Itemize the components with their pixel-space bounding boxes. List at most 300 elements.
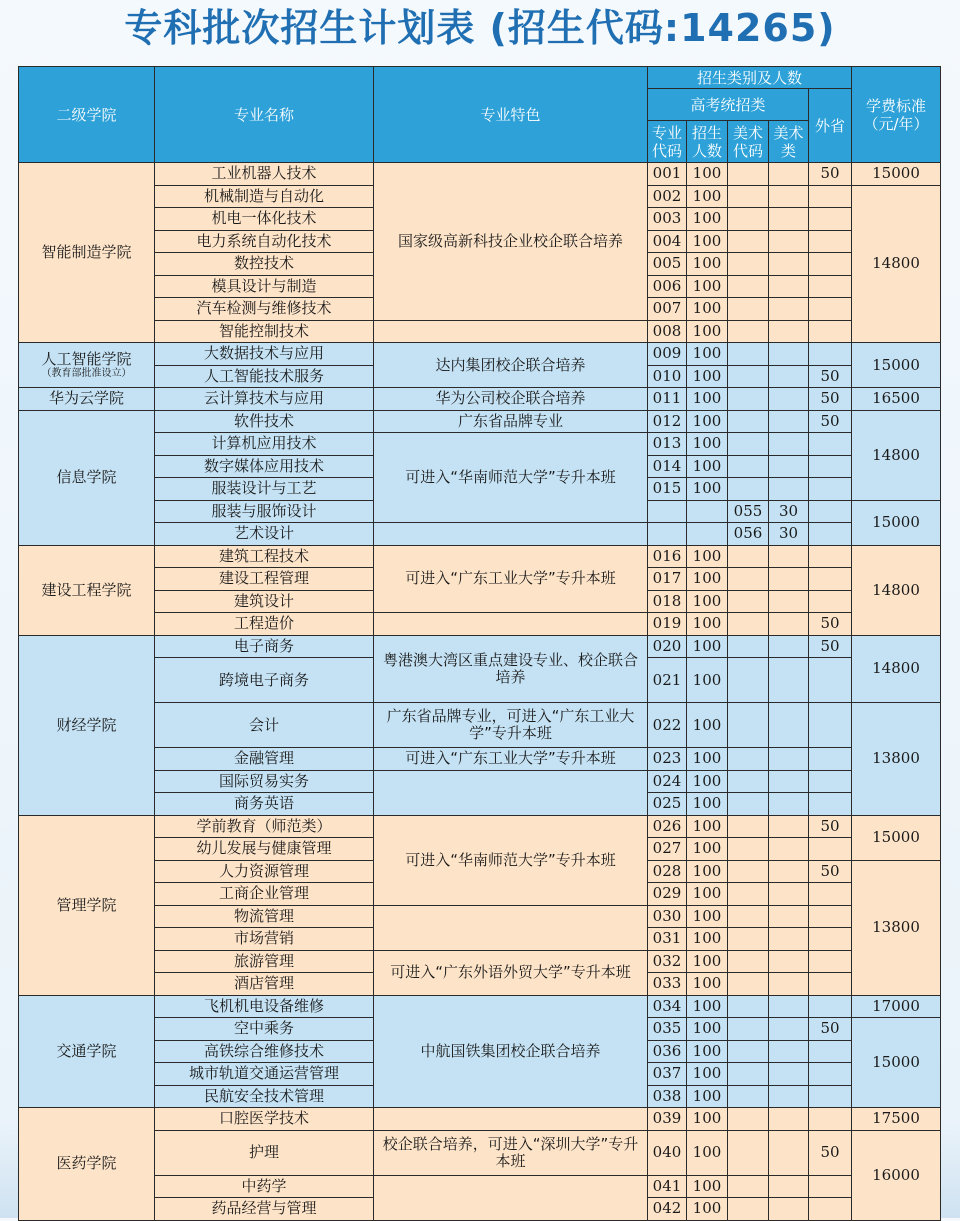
enroll-count: 100 [687,275,728,298]
header-feature: 专业特色 [374,67,648,163]
art-code [728,770,769,793]
art-code [728,860,769,883]
major-feature: 广东省品牌专业，可进入“广东工业大学”专升本班 [374,703,648,748]
college-name: 建设工程学院 [41,580,132,599]
major-name: 工业机器人技术 [155,163,374,186]
art-count [769,343,809,366]
major-feature [374,320,648,343]
art-code [728,635,769,658]
out-province-count: 50 [809,410,852,433]
enroll-count: 100 [687,883,728,906]
enroll-count [687,500,728,523]
major-code: 002 [648,185,687,208]
major-code: 025 [648,793,687,816]
art-count [769,1085,809,1108]
page-title: 专科批次招生计划表 (招生代码:14265) [124,6,836,50]
art-code [728,545,769,568]
major-name: 药品经营与管理 [155,1198,374,1221]
major-feature: 可进入“广东工业大学”专升本班 [374,748,648,771]
art-count [769,455,809,478]
major-code: 041 [648,1175,687,1198]
header-art: 美术类 [769,121,809,163]
tuition-value: 14800 [852,635,941,703]
enroll-count: 100 [687,185,728,208]
major-feature: 可进入“广东外语外贸大学”专升本班 [374,950,648,995]
major-code: 018 [648,590,687,613]
enroll-count: 100 [687,1130,728,1175]
art-code [728,455,769,478]
major-name: 金融管理 [155,748,374,771]
art-count [769,275,809,298]
art-code [728,905,769,928]
art-code [728,1175,769,1198]
art-code [728,1018,769,1041]
art-count [769,230,809,253]
enroll-count: 100 [687,973,728,996]
art-code [728,185,769,208]
major-name: 电力系统自动化技术 [155,230,374,253]
art-code [728,883,769,906]
table-row [19,905,941,928]
major-code: 033 [648,973,687,996]
art-count [769,365,809,388]
enroll-count: 100 [687,1175,728,1198]
major-name: 服装设计与工艺 [155,478,374,501]
out-province-count [809,455,852,478]
out-province-count [809,185,852,208]
enroll-count: 100 [687,433,728,456]
out-province-count [809,208,852,231]
art-code [728,208,769,231]
table-row [19,1175,941,1198]
art-count: 30 [769,523,809,546]
college-name: 人工智能学院 [41,349,132,368]
art-count [769,410,809,433]
enroll-count: 100 [687,253,728,276]
tuition-value: 13800 [852,703,941,816]
art-count [769,770,809,793]
major-feature: 达内集团校企联合培养 [374,343,648,388]
enroll-count: 100 [687,320,728,343]
art-code [728,838,769,861]
major-code: 015 [648,478,687,501]
major-code: 003 [648,208,687,231]
art-count [769,1130,809,1175]
out-province-count [809,928,852,951]
major-code: 013 [648,433,687,456]
out-province-count [809,905,852,928]
college-cell [19,410,155,545]
major-name: 中药学 [155,1175,374,1198]
enroll-count: 100 [687,590,728,613]
tuition-value: 16000 [852,1130,941,1220]
major-name: 服装与服饰设计 [155,500,374,523]
major-name: 民航安全技术管理 [155,1085,374,1108]
art-code [728,793,769,816]
major-name: 人力资源管理 [155,860,374,883]
college-name: 管理学院 [56,895,117,914]
major-code: 034 [648,995,687,1018]
out-province-count [809,703,852,748]
header-art-code: 美术代码 [728,121,769,163]
major-code: 008 [648,320,687,343]
art-code: 056 [728,523,769,546]
art-count [769,568,809,591]
out-province-count: 50 [809,815,852,838]
out-province-count [809,545,852,568]
major-name: 空中乘务 [155,1018,374,1041]
college-cell [19,388,155,411]
art-count [769,185,809,208]
out-province-count [809,973,852,996]
major-code: 037 [648,1063,687,1086]
art-code [728,388,769,411]
major-code: 005 [648,253,687,276]
tuition-value: 13800 [852,860,941,995]
enroll-count: 100 [687,410,728,433]
enroll-count: 100 [687,545,728,568]
major-code: 019 [648,613,687,636]
major-name: 模具设计与制造 [155,275,374,298]
out-province-count: 50 [809,1018,852,1041]
major-code: 026 [648,815,687,838]
art-code [728,1198,769,1221]
major-name: 建筑设计 [155,590,374,613]
major-code: 032 [648,950,687,973]
major-code: 020 [648,635,687,658]
major-name: 工程造价 [155,613,374,636]
college-cell [19,343,155,388]
art-count [769,1108,809,1131]
enroll-count: 100 [687,635,728,658]
table-row [19,343,941,366]
art-code [728,410,769,433]
major-code: 039 [648,1108,687,1131]
table-row [19,388,941,411]
out-province-count: 50 [809,388,852,411]
major-code: 001 [648,163,687,186]
out-province-count [809,230,852,253]
enroll-count: 100 [687,478,728,501]
major-code: 031 [648,928,687,951]
art-code [728,230,769,253]
header-out-province: 外省 [809,89,852,163]
out-province-count [809,1063,852,1086]
table-row [19,703,941,748]
art-code [728,343,769,366]
header-category-group: 招生类别及人数 [648,67,852,89]
art-count [769,815,809,838]
table-row [19,523,941,546]
table-row [19,995,941,1018]
table-row [19,320,941,343]
out-province-count [809,1085,852,1108]
major-name: 国际贸易实务 [155,770,374,793]
enroll-count: 100 [687,163,728,186]
major-code: 038 [648,1085,687,1108]
art-code [728,320,769,343]
major-name: 酒店管理 [155,973,374,996]
major-name: 数控技术 [155,253,374,276]
enroll-count: 100 [687,838,728,861]
college-name: 华为云学院 [48,389,124,408]
major-code: 024 [648,770,687,793]
enroll-count: 100 [687,995,728,1018]
out-province-count [809,478,852,501]
major-name: 建设工程管理 [155,568,374,591]
out-province-count [809,995,852,1018]
major-name: 学前教育（师范类） [155,815,374,838]
major-name: 计算机应用技术 [155,433,374,456]
major-code: 023 [648,748,687,771]
art-count [769,208,809,231]
major-code [648,500,687,523]
art-code [728,590,769,613]
header-college: 二级学院 [19,67,155,163]
art-code [728,478,769,501]
enroll-count: 100 [687,613,728,636]
art-count [769,433,809,456]
college-name: 交通学院 [56,1041,117,1060]
enroll-count: 100 [687,208,728,231]
out-province-count [809,500,852,523]
out-province-count [809,883,852,906]
art-count [769,1198,809,1221]
art-code [728,658,769,703]
major-feature: 中航国铁集团校企联合培养 [374,995,648,1108]
art-count [769,838,809,861]
enroll-count: 100 [687,298,728,321]
art-count [769,635,809,658]
art-count [769,658,809,703]
college-cell [19,995,155,1108]
out-province-count [809,433,852,456]
enroll-count: 100 [687,1018,728,1041]
major-name: 城市轨道交通运营管理 [155,1063,374,1086]
art-code [728,568,769,591]
art-count [769,1040,809,1063]
major-name: 市场营销 [155,928,374,951]
out-province-count [809,568,852,591]
out-province-count [809,950,852,973]
enroll-count: 100 [687,658,728,703]
major-feature: 国家级高新科技企业校企联合培养 [374,163,648,321]
college-name: 医药学院 [56,1154,117,1173]
major-name: 物流管理 [155,905,374,928]
art-code [728,1108,769,1131]
major-feature: 校企联合培养，可进入“深圳大学”专升本班 [374,1130,648,1175]
enroll-count: 100 [687,343,728,366]
art-count [769,163,809,186]
out-province-count: 50 [809,163,852,186]
major-code: 006 [648,275,687,298]
major-code: 004 [648,230,687,253]
art-count [769,950,809,973]
enroll-count: 100 [687,365,728,388]
art-code [728,1040,769,1063]
art-count [769,995,809,1018]
major-code: 036 [648,1040,687,1063]
art-count [769,1018,809,1041]
art-count [769,590,809,613]
enroll-count: 100 [687,928,728,951]
major-code: 009 [648,343,687,366]
major-code: 022 [648,703,687,748]
college-name: 信息学院 [56,468,117,486]
major-feature: 可进入“华南师范大学”专升本班 [374,815,648,905]
out-province-count [809,658,852,703]
major-code: 029 [648,883,687,906]
major-name: 会计 [155,703,374,748]
major-code [648,523,687,546]
major-code: 030 [648,905,687,928]
major-feature [374,613,648,636]
major-code: 014 [648,455,687,478]
major-code: 017 [648,568,687,591]
art-code [728,815,769,838]
major-code: 028 [648,860,687,883]
art-count: 30 [769,500,809,523]
art-code [728,1085,769,1108]
major-feature [374,905,648,950]
enroll-count: 100 [687,1063,728,1086]
art-code [728,703,769,748]
art-count [769,298,809,321]
major-name: 护理 [155,1130,374,1175]
table-row [19,1130,941,1175]
enroll-count: 100 [687,815,728,838]
out-province-count [809,748,852,771]
college-cell [19,545,155,635]
header-enroll-count: 招生人数 [687,121,728,163]
college-name: 智能制造学院 [41,243,132,261]
major-name: 幼儿发展与健康管理 [155,838,374,861]
major-feature [374,1175,648,1220]
major-name: 口腔医学技术 [155,1108,374,1131]
out-province-count [809,253,852,276]
table-row [19,613,941,636]
header-major-code: 专业代码 [648,121,687,163]
tuition-value: 15000 [852,163,941,186]
major-name: 大数据技术与应用 [155,343,374,366]
out-province-count [809,523,852,546]
major-name: 机械制造与自动化 [155,185,374,208]
enroll-count: 100 [687,230,728,253]
out-province-count [809,320,852,343]
major-code: 012 [648,410,687,433]
out-province-count [809,590,852,613]
enroll-count: 100 [687,748,728,771]
tuition-value: 15000 [852,815,941,860]
table-row [19,950,941,973]
major-name: 商务英语 [155,793,374,816]
major-name: 高铁综合维修技术 [155,1040,374,1063]
enroll-count [687,523,728,546]
major-code: 007 [648,298,687,321]
art-code [728,298,769,321]
major-code: 035 [648,1018,687,1041]
header-tuition: 学费标准（元/年） [852,67,941,163]
major-name: 工商企业管理 [155,883,374,906]
art-code [728,253,769,276]
enroll-count: 100 [687,568,728,591]
major-code: 042 [648,1198,687,1221]
art-count [769,703,809,748]
tuition-value: 14800 [852,545,941,635]
out-province-count: 50 [809,365,852,388]
art-count [769,253,809,276]
out-province-count: 50 [809,613,852,636]
major-name: 数字媒体应用技术 [155,455,374,478]
major-name: 汽车检测与维修技术 [155,298,374,321]
art-count [769,545,809,568]
major-code: 011 [648,388,687,411]
table-row [19,815,941,838]
enroll-count: 100 [687,1198,728,1221]
art-code [728,1063,769,1086]
enroll-count: 100 [687,455,728,478]
art-count [769,793,809,816]
major-feature: 可进入“广东工业大学”专升本班 [374,545,648,613]
art-code [728,950,769,973]
art-count [769,860,809,883]
art-count [769,905,809,928]
major-feature [374,770,648,815]
major-code: 040 [648,1130,687,1175]
tuition-value: 16500 [852,388,941,411]
tuition-value: 15000 [852,1018,941,1108]
header-major: 专业名称 [155,67,374,163]
out-province-count [809,1040,852,1063]
major-name: 旅游管理 [155,950,374,973]
enroll-count: 100 [687,1040,728,1063]
table-row [19,410,941,433]
art-code [728,433,769,456]
table-row [19,770,941,793]
major-name: 电子商务 [155,635,374,658]
major-feature: 华为公司校企联合培养 [374,388,648,411]
art-code [728,748,769,771]
major-name: 艺术设计 [155,523,374,546]
enroll-count: 100 [687,793,728,816]
enroll-count: 100 [687,905,728,928]
out-province-count [809,343,852,366]
major-name: 云计算技术与应用 [155,388,374,411]
major-name: 飞机机电设备维修 [155,995,374,1018]
college-cell [19,1108,155,1221]
enroll-count: 100 [687,388,728,411]
enroll-count: 100 [687,1108,728,1131]
art-count [769,748,809,771]
art-code [728,995,769,1018]
major-code: 016 [648,545,687,568]
table-row [19,163,941,186]
art-code [728,275,769,298]
art-code [728,613,769,636]
major-name: 机电一体化技术 [155,208,374,231]
college-cell [19,635,155,815]
tuition-value: 14800 [852,185,941,343]
out-province-count: 50 [809,635,852,658]
out-province-count [809,838,852,861]
tuition-value: 17000 [852,995,941,1018]
table-row [19,1108,941,1131]
out-province-count [809,275,852,298]
out-province-count [809,770,852,793]
enroll-count: 100 [687,770,728,793]
major-name: 软件技术 [155,410,374,433]
major-name: 人工智能技术服务 [155,365,374,388]
